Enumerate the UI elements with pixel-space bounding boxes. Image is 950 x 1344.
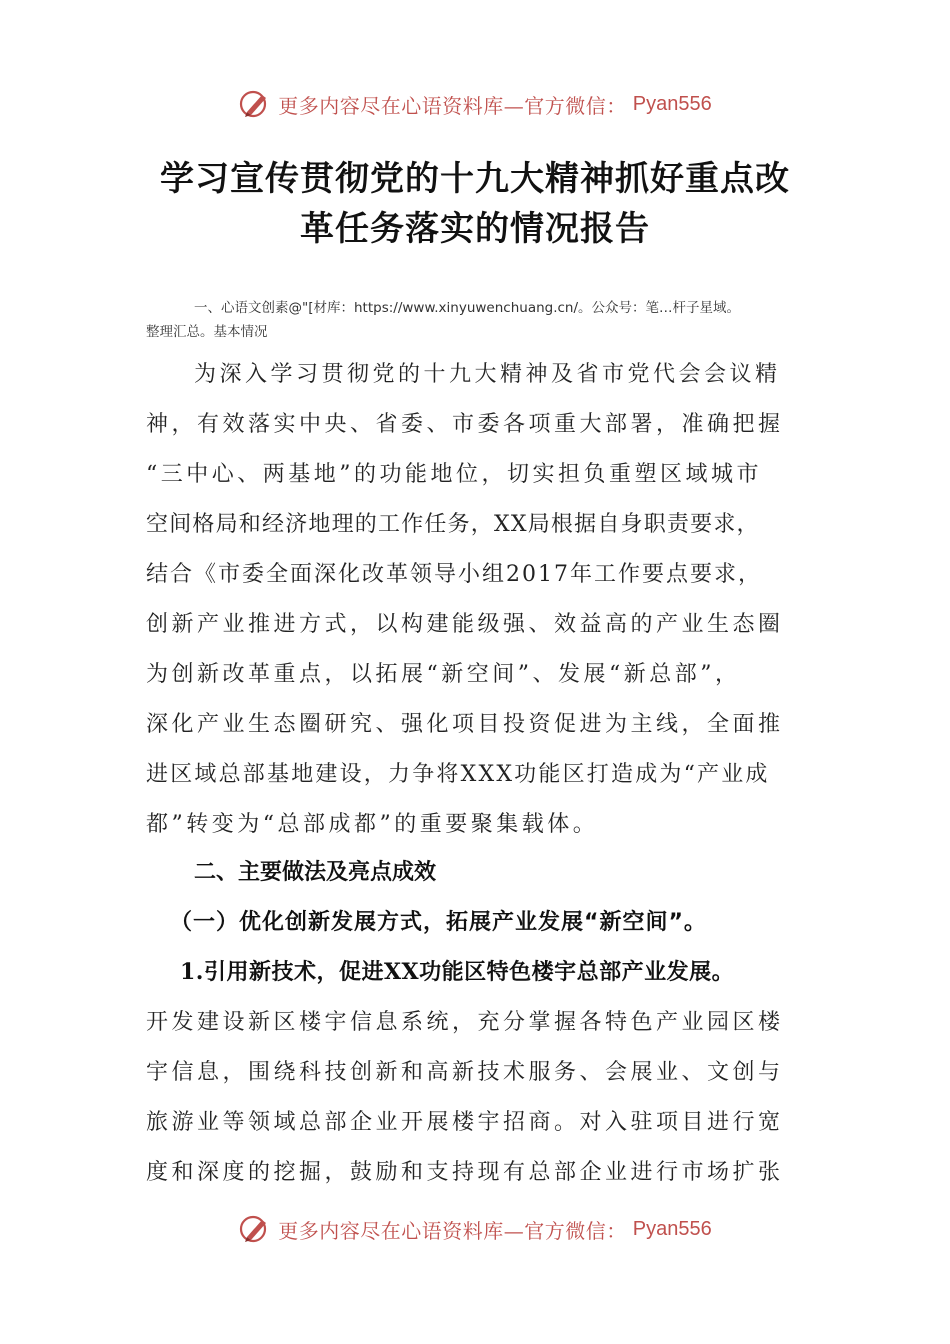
paragraph-line: 深化产业生态圈研究、强化项目投资促进为主线，全面推 <box>146 712 784 737</box>
paragraph-line: 结合《市委全面深化改革领导小组2017年工作要点要求， <box>146 562 762 587</box>
section-heading: 二、主要做法及亮点成效 <box>194 860 437 885</box>
paragraph-line: 宇信息，围绕科技创新和高新技术服务、会展业、文创与 <box>146 1060 784 1085</box>
item-heading: 1.引用新技术，促进XX功能区特色楼宇总部产业发展。 <box>180 959 735 985</box>
source-note-line-2: 整理汇总。基本情况 <box>146 324 268 340</box>
watermark-wechat-id: Pyan556 <box>632 92 712 115</box>
paragraph-line: 创新产业推进方式，以构建能级强、效益高的产业生态圈 <box>146 612 784 637</box>
source-note <box>146 296 826 344</box>
paragraph-line: 都”转变为“总部成都”的重要聚集载体。 <box>146 812 599 837</box>
watermark-text: 更多内容尽在心语资料库—官方微信： <box>278 93 627 118</box>
paragraph-line: 进区域总部基地建设，力争将XXX功能区打造成为“产业成 <box>146 762 770 787</box>
subsection-heading: （一）优化创新发展方式，拓展产业发展“新空间”。 <box>170 910 707 935</box>
watermark-text: 更多内容尽在心语资料库—官方微信： <box>278 1218 627 1243</box>
paragraph-line: 神，有效落实中央、省委、市委各项重大部署，准确把握 <box>146 412 784 437</box>
pen-logo-icon <box>238 87 272 121</box>
paragraph-line: 度和深度的挖掘，鼓励和支持现有总部企业进行市场扩张 <box>146 1160 784 1185</box>
watermark-header <box>0 84 950 124</box>
paragraph-line: 空间格局和经济地理的工作任务，XX局根据自身职责要求， <box>146 512 760 537</box>
source-note-line-1: 一、心语文创素@"[材库：https://www.xinyuwenchuang.cn/。公众号：笔…杆子星域。 <box>194 300 741 316</box>
paragraph-line: “三中心、两基地”的功能地位，切实担负重塑区域城市 <box>146 462 762 487</box>
document-title-line-1: 学习宣传贯彻党的十九大精神抓好重点改 <box>160 159 790 199</box>
paragraph-line: 为深入学习贯彻党的十九大精神及省市党代会会议精 <box>194 362 781 387</box>
paragraph-line: 为创新改革重点，以拓展“新空间”、发展“新总部”， <box>146 662 741 687</box>
watermark-wechat-id: Pyan556 <box>632 1217 712 1240</box>
document-title-line-2: 革任务落实的情况报告 <box>300 209 650 249</box>
pen-logo-icon <box>238 1212 272 1246</box>
paragraph-line: 旅游业等领域总部企业开展楼宇招商。对入驻项目进行宽 <box>146 1110 784 1135</box>
watermark-footer <box>0 1209 950 1249</box>
paragraph-line: 开发建设新区楼宇信息系统，充分掌握各特色产业园区楼 <box>146 1010 784 1035</box>
